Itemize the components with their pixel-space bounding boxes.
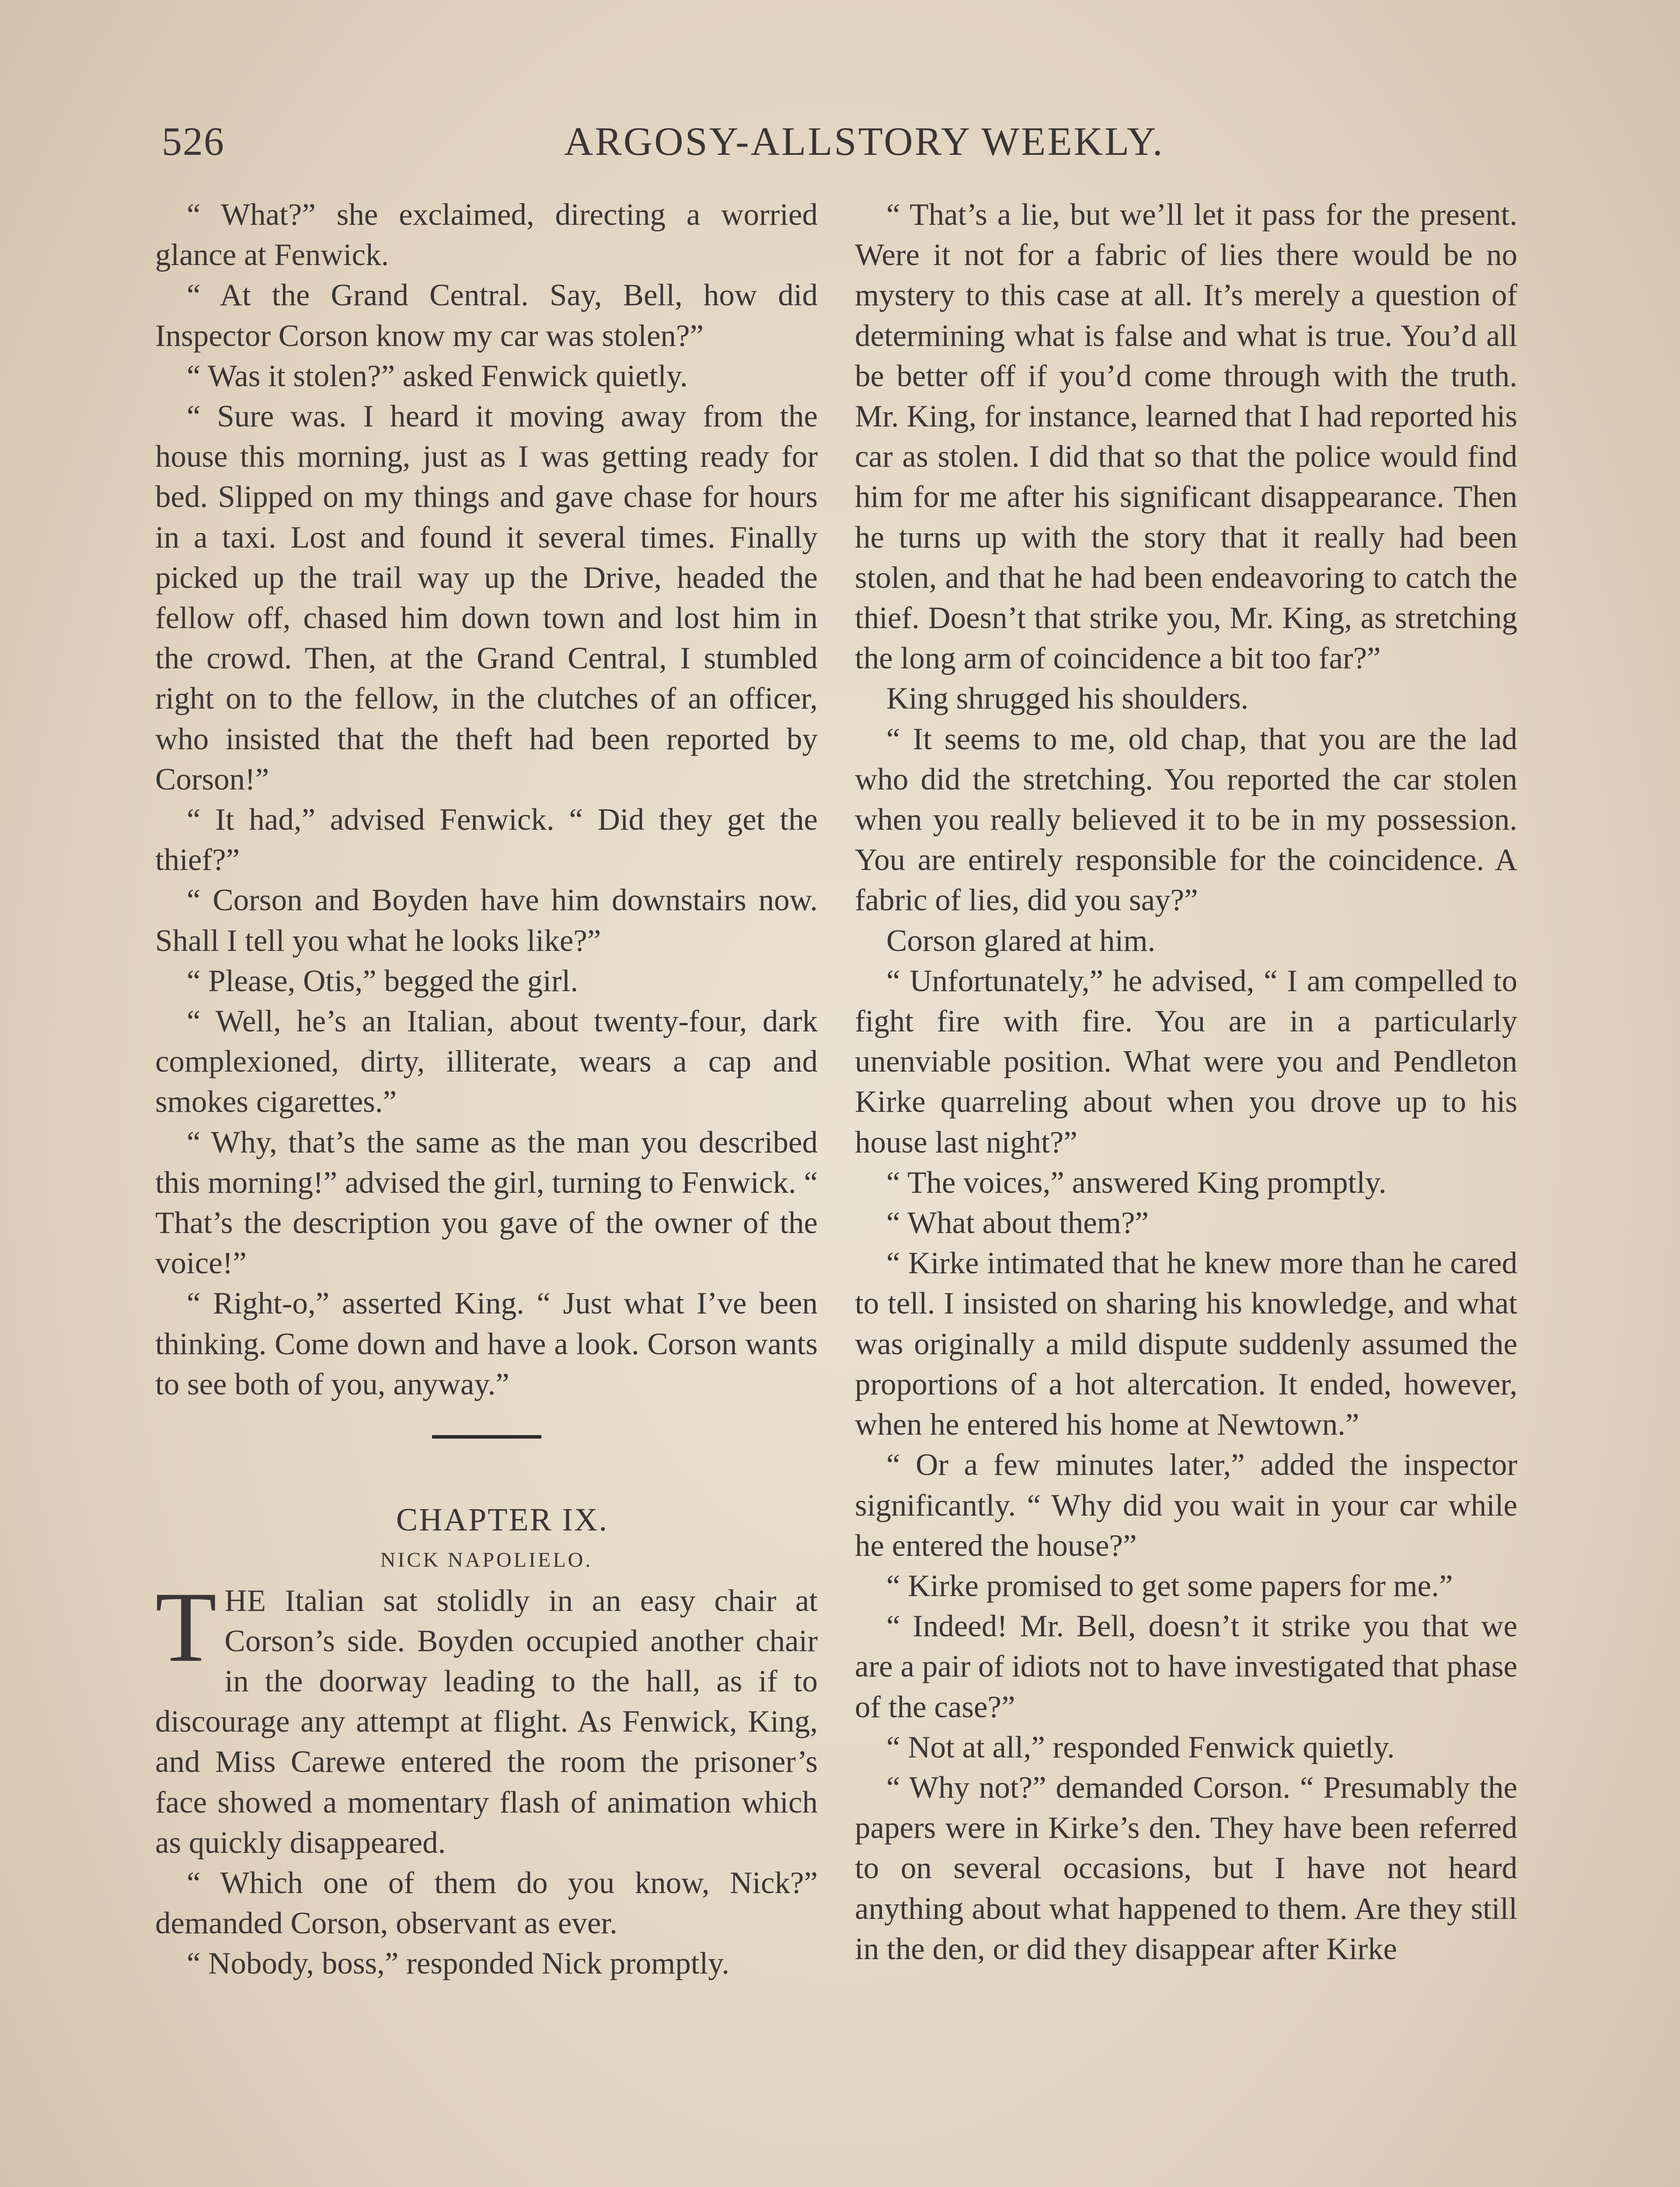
chapter-subtitle: NICK NAPOLIELO. xyxy=(380,1548,593,1572)
page-header xyxy=(157,118,1535,175)
chapter-title: CHAPTER IX. xyxy=(396,1502,609,1538)
opening-paragraph-text: HE Italian sat stolidly in an easy chair at Corson’s side. Boyden occupied another chair in the doorway leading to the hall, as if to discourage any attempt at flight. As Fenwick, King, and Miss Carewe entered the room the prisoner’s face showed a momentary flash of animation which as quickly disappeared. xyxy=(155,1583,818,1860)
page-number: 526 xyxy=(162,119,225,164)
paragraph: “ Unfortunately,” he advised, “ I am compelled to fight fire with fire. You are in a particularly unenviable position. What were you and Pendleton Kirke quarreling about when you drove up to his house last night?” xyxy=(855,964,1517,1160)
paragraph: “ Sure was. I heard it moving away from the house this morning, just as I was getting ready for bed. Slipped on my things and gave chase for hours in a taxi. Lost and found it several times. Finally picked up the trail way up the Drive, headed the fellow off, chased him down town and lost him in the crowd. Then, at the Grand Central, I stumbled right on to the fellow, in the clutches of an officer, who insisted that the theft had been reported by Corson!” xyxy=(155,399,818,797)
paragraph: “ That’s a lie, but we’ll let it pass for the present. Were it not for a fabric of lies there would be no mystery to this case at all. It’s merely a question of determining what is false and what is true. You’d all be better off if you’d come through with the truth. Mr. King, for instance, learned that I had reported his car as stolen. I did that so that the police would find him for me after his significant disappearance. Then he turns up with the story that it really had been stolen, and that he had been endeavoring to catch the thief. Doesn’t that strike you, Mr. King, as stretching the long arm of coincidence a bit too far?” xyxy=(855,198,1517,676)
left-column xyxy=(155,195,818,1984)
paragraph: “ Right-o,” asserted King. “ Just what I’ve been thinking. Come down and have a look. Corson wants to see both of you, anyway.” xyxy=(155,1286,818,1401)
paragraph: “ Not at all,” responded Fenwick quietly. xyxy=(886,1730,1395,1764)
chapter-opening-paragraph xyxy=(155,1571,818,1863)
paragraph: “ Kirke promised to get some papers for me.” xyxy=(886,1569,1453,1603)
paragraph: “ Why not?” demanded Corson. “ Presumably the papers were in Kirke’s den. They have been referred to on several occasions, but I have not heard anything about what happened to them. Are they still in the den, or did they disappear after Kirke xyxy=(855,1770,1517,1966)
paragraph: “ Please, Otis,” begged the girl. xyxy=(187,964,579,998)
paragraph: “ At the Grand Central. Say, Bell, how did Inspector Corson know my car was stolen?” xyxy=(155,278,818,353)
paragraph: “ Nobody, boss,” responded Nick promptly. xyxy=(187,1946,729,1981)
paragraph: “ It had,” advised Fenwick. “ Did they get the thief?” xyxy=(155,803,818,877)
drop-cap: T xyxy=(155,1571,217,1683)
paragraph: King shrugged his shoulders. xyxy=(886,681,1249,716)
paragraph: “ What about them?” xyxy=(886,1206,1149,1240)
right-column xyxy=(855,195,1517,1969)
paragraph: “ Well, he’s an Italian, about twenty-four, dark complexioned, dirty, illiterate, wears a cap and smokes cigarettes.” xyxy=(155,1004,818,1119)
paragraph: “ The voices,” answered King promptly. xyxy=(886,1165,1387,1200)
section-divider xyxy=(432,1435,541,1439)
paragraph: “ What?” she exclaimed, directing a worried glance at Fenwick. xyxy=(155,198,818,273)
paragraph: “ Was it stolen?” asked Fenwick quietly. xyxy=(187,359,688,393)
paragraph: “ Why, that’s the same as the man you described this morning!” advised the girl, turning to Fenwick. “ That’s the description you gave of the owner of the voice!” xyxy=(155,1125,818,1281)
paragraph: “ Or a few minutes later,” added the inspector significantly. “ Why did you wait in your car while he entered the house?” xyxy=(855,1448,1517,1563)
paragraph: “ Indeed! Mr. Bell, doesn’t it strike you that we are a pair of idiots not to have investigated that phase of the case?” xyxy=(855,1609,1517,1724)
paragraph: “ Corson and Boyden have him downstairs now. Shall I tell you what he looks like?” xyxy=(155,883,818,958)
running-title: ARGOSY-ALLSTORY WEEKLY. xyxy=(564,119,1164,164)
paragraph: “ Which one of them do you know, Nick?” demanded Corson, observant as ever. xyxy=(155,1866,818,1941)
paragraph: Corson glared at him. xyxy=(886,923,1156,958)
paragraph: “ Kirke intimated that he knew more than he cared to tell. I insisted on sharing his knowledge, and what was originally a mild dispute suddenly assumed the proportions of a hot altercation. It ended, however, when he entered his home at Newtown.” xyxy=(855,1246,1517,1442)
paragraph: “ It seems to me, old chap, that you are the lad who did the stretching. You reported the car stolen when you really believed it to be in my possession. You are entirely responsible for the coincidence. A fabric of lies, did you say?” xyxy=(855,722,1517,918)
